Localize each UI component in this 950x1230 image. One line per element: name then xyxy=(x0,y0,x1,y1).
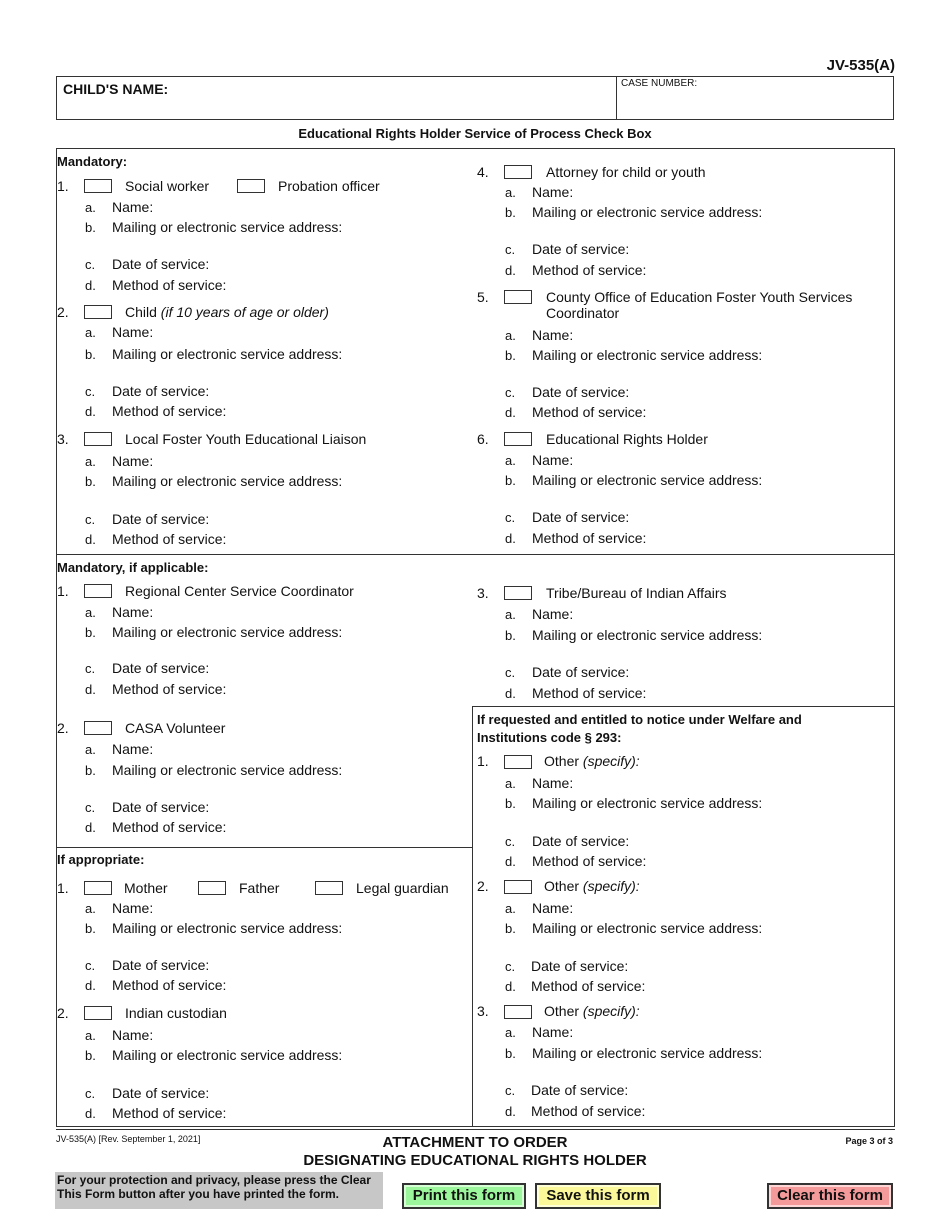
address-field[interactable]: Mailing or electronic service address: xyxy=(112,920,343,936)
entry-number: 3. xyxy=(57,431,69,447)
table-bottom-border xyxy=(56,1126,895,1127)
checkbox-father[interactable] xyxy=(198,881,226,895)
letter-c: c. xyxy=(505,665,516,680)
letter-a: a. xyxy=(85,454,96,469)
table-top-border xyxy=(56,148,895,149)
letter-c: c. xyxy=(85,257,96,272)
letter-b: b. xyxy=(85,220,96,235)
letter-a: a. xyxy=(505,453,516,468)
letter-a: a. xyxy=(85,325,96,340)
if-requested-heading-line2: Institutions code § 293: xyxy=(477,730,622,745)
letter-a: a. xyxy=(85,901,96,916)
name-field[interactable]: Name: xyxy=(532,327,574,343)
letter-c: c. xyxy=(505,834,516,849)
label-local-foster-youth-liaison: Local Foster Youth Educational Liaison xyxy=(125,431,367,447)
letter-c: c. xyxy=(85,384,96,399)
label-educational-rights-holder: Educational Rights Holder xyxy=(546,431,708,447)
date-field[interactable]: Date of service: xyxy=(532,384,630,400)
checkbox-other-2[interactable] xyxy=(504,880,532,894)
label-probation-officer: Probation officer xyxy=(278,178,380,194)
letter-b: b. xyxy=(505,796,516,811)
checkbox-regional-center[interactable] xyxy=(84,584,112,598)
letter-a: a. xyxy=(85,605,96,620)
entry-number: 4. xyxy=(477,164,489,180)
date-field[interactable]: Date of service: xyxy=(532,241,630,257)
section-heading-mandatory: Mandatory: xyxy=(57,154,128,169)
label-tribe: Tribe/Bureau of Indian Affairs xyxy=(546,585,727,601)
letter-b: b. xyxy=(85,1048,96,1063)
letter-c: c. xyxy=(505,385,516,400)
revision-label: JV-535(A) [Rev. September 1, 2021] xyxy=(56,1134,201,1144)
address-field[interactable]: Mailing or electronic service address: xyxy=(112,346,343,362)
method-field[interactable]: Method of service: xyxy=(532,530,647,546)
address-field[interactable]: Mailing or electronic service address: xyxy=(532,347,763,363)
checkbox-social-worker[interactable] xyxy=(84,179,112,193)
entry-number: 2. xyxy=(57,720,69,736)
date-field[interactable]: Date of service: xyxy=(112,1085,210,1101)
letter-d: d. xyxy=(85,682,96,697)
address-field[interactable]: Mailing or electronic service address: xyxy=(532,627,763,643)
form-id: JV-535(A) xyxy=(826,57,895,74)
letter-b: b. xyxy=(505,921,516,936)
entry-number: 2. xyxy=(57,304,69,320)
letter-d: d. xyxy=(505,854,516,869)
entry-number: 5. xyxy=(477,289,489,305)
method-field[interactable]: Method of service: xyxy=(531,1103,646,1119)
letter-d: d. xyxy=(85,532,96,547)
checkbox-child[interactable] xyxy=(84,305,112,319)
address-field[interactable]: Mailing or electronic service address: xyxy=(532,1045,763,1061)
letter-c: c. xyxy=(85,661,96,676)
checkbox-county-office-of-education[interactable] xyxy=(504,290,532,304)
letter-b: b. xyxy=(505,628,516,643)
label-child-text: Child xyxy=(125,304,157,320)
date-field[interactable]: Date of service: xyxy=(112,660,210,676)
childs-name-label: CHILD'S NAME: xyxy=(63,81,169,97)
address-field[interactable]: Mailing or electronic service address: xyxy=(112,219,343,235)
letter-d: d. xyxy=(85,404,96,419)
letter-c: c. xyxy=(85,958,96,973)
case-number-label: CASE NUMBER: xyxy=(621,78,698,89)
form-title: Educational Rights Holder Service of Process Check Box xyxy=(298,126,652,141)
name-field[interactable]: Name: xyxy=(532,184,574,200)
checkbox-other-3[interactable] xyxy=(504,1005,532,1019)
address-field[interactable]: Mailing or electronic service address: xyxy=(112,624,343,640)
entry-number: 3. xyxy=(477,1003,489,1019)
checkbox-tribe[interactable] xyxy=(504,586,532,600)
footer-rule xyxy=(56,1129,895,1130)
letter-c: c. xyxy=(85,512,96,527)
label-county-office-line1: County Office of Education Foster Youth Services xyxy=(546,289,853,305)
letter-d: d. xyxy=(505,686,516,701)
date-field[interactable]: Date of service: xyxy=(112,256,210,272)
checkbox-indian-custodian[interactable] xyxy=(84,1006,112,1020)
date-field[interactable]: Date of service: xyxy=(112,511,210,527)
entry-number: 1. xyxy=(477,753,489,769)
letter-a: a. xyxy=(505,607,516,622)
checkbox-mother[interactable] xyxy=(84,881,112,895)
privacy-notice-line1: For your protection and privacy, please press the Clear xyxy=(57,1173,371,1187)
name-field[interactable]: Name: xyxy=(532,1024,574,1040)
entry-number: 1. xyxy=(57,583,69,599)
method-field[interactable]: Method of service: xyxy=(112,531,227,547)
date-field[interactable]: Date of service: xyxy=(112,957,210,973)
label-father: Father xyxy=(239,880,280,896)
section-divider-right xyxy=(472,706,894,707)
label-other-1-note: (specify): xyxy=(582,753,640,769)
letter-a: a. xyxy=(505,185,516,200)
column-divider xyxy=(472,706,473,1126)
name-field[interactable]: Name: xyxy=(112,453,154,469)
address-field[interactable]: Mailing or electronic service address: xyxy=(532,795,763,811)
checkbox-educational-rights-holder[interactable] xyxy=(504,432,532,446)
method-field[interactable]: Method of service: xyxy=(532,685,647,701)
entry-number: 1. xyxy=(57,880,69,896)
checkbox-other-1[interactable] xyxy=(504,755,532,769)
checkbox-local-foster-youth-liaison[interactable] xyxy=(84,432,112,446)
footer-title-line1: ATTACHMENT TO ORDER xyxy=(382,1134,568,1151)
address-field[interactable]: Mailing or electronic service address: xyxy=(532,472,763,488)
letter-b: b. xyxy=(85,625,96,640)
letter-d: d. xyxy=(505,405,516,420)
label-county-office-line2: Coordinator xyxy=(546,305,620,321)
label-social-worker: Social worker xyxy=(125,178,210,194)
date-field[interactable]: Date of service: xyxy=(532,664,630,680)
section-heading-mandatory-if-applicable: Mandatory, if applicable: xyxy=(57,560,209,575)
label-other-2-note: (specify): xyxy=(582,878,640,894)
letter-d: d. xyxy=(505,531,516,546)
page-number: Page 3 of 3 xyxy=(845,1136,893,1146)
letter-c: c. xyxy=(85,1086,96,1101)
label-attorney: Attorney for child or youth xyxy=(546,164,706,180)
method-field[interactable]: Method of service: xyxy=(112,1105,227,1121)
footer-title-line2: DESIGNATING EDUCATIONAL RIGHTS HOLDER xyxy=(303,1152,647,1169)
letter-d: d. xyxy=(505,1104,516,1119)
letter-b: b. xyxy=(85,474,96,489)
entry-number: 3. xyxy=(477,585,489,601)
label-casa-volunteer: CASA Volunteer xyxy=(125,720,226,736)
section-heading-if-requested xyxy=(477,711,802,747)
table-right-border xyxy=(894,148,895,1126)
section-divider xyxy=(56,554,895,555)
letter-c: c. xyxy=(505,510,516,525)
letter-c: c. xyxy=(505,1083,516,1098)
address-field[interactable]: Mailing or electronic service address: xyxy=(112,473,343,489)
name-field[interactable]: Name: xyxy=(112,324,154,340)
name-field[interactable]: Name: xyxy=(112,741,154,757)
name-field[interactable]: Name: xyxy=(112,900,154,916)
letter-a: a. xyxy=(505,328,516,343)
letter-c: c. xyxy=(505,242,516,257)
letter-b: b. xyxy=(85,763,96,778)
letter-b: b. xyxy=(505,1046,516,1061)
label-other-1-text: Other xyxy=(544,753,580,769)
footer-title xyxy=(270,1134,680,1170)
label-other-2 xyxy=(544,878,640,894)
label-child xyxy=(125,304,329,320)
date-field[interactable]: Date of service: xyxy=(531,1082,629,1098)
date-field[interactable]: Date of service: xyxy=(112,799,210,815)
letter-a: a. xyxy=(505,901,516,916)
name-field[interactable]: Name: xyxy=(532,606,574,622)
name-field[interactable]: Name: xyxy=(532,452,574,468)
checkbox-casa-volunteer[interactable] xyxy=(84,721,112,735)
letter-b: b. xyxy=(505,348,516,363)
if-requested-heading-line1: If requested and entitled to notice under Welfare and xyxy=(477,712,802,727)
entry-number: 1. xyxy=(57,178,69,194)
name-field[interactable]: Name: xyxy=(532,775,574,791)
letter-d: d. xyxy=(505,979,516,994)
label-child-note: (if 10 years of age or older) xyxy=(160,304,329,320)
label-mother: Mother xyxy=(124,880,168,896)
table-left-border xyxy=(56,148,57,1126)
address-field[interactable]: Mailing or electronic service address: xyxy=(112,762,343,778)
case-number-field[interactable] xyxy=(616,77,895,119)
label-indian-custodian: Indian custodian xyxy=(125,1005,227,1021)
address-field[interactable]: Mailing or electronic service address: xyxy=(532,204,763,220)
address-field[interactable]: Mailing or electronic service address: xyxy=(112,1047,343,1063)
privacy-notice-line2: This Form button after you have printed the form. xyxy=(57,1187,340,1201)
address-field[interactable]: Mailing or electronic service address: xyxy=(532,920,763,936)
header-box xyxy=(56,76,894,120)
name-field[interactable]: Name: xyxy=(112,1027,154,1043)
name-field[interactable]: Name: xyxy=(532,900,574,916)
letter-d: d. xyxy=(85,820,96,835)
letter-b: b. xyxy=(85,921,96,936)
letter-b: b. xyxy=(505,473,516,488)
method-field[interactable]: Method of service: xyxy=(112,277,227,293)
method-field[interactable]: Method of service: xyxy=(112,977,227,993)
checkbox-attorney[interactable] xyxy=(504,165,532,179)
method-field[interactable]: Method of service: xyxy=(112,403,227,419)
name-field[interactable]: Name: xyxy=(112,604,154,620)
letter-a: a. xyxy=(85,200,96,215)
label-other-2-text: Other xyxy=(544,878,580,894)
letter-c: c. xyxy=(85,800,96,815)
section-heading-if-appropriate: If appropriate: xyxy=(57,852,145,867)
label-legal-guardian: Legal guardian xyxy=(356,880,449,896)
label-other-3-note: (specify): xyxy=(582,1003,640,1019)
letter-a: a. xyxy=(85,1028,96,1043)
label-other-3-text: Other xyxy=(544,1003,580,1019)
clear-button[interactable]: Clear this form xyxy=(767,1183,893,1209)
letter-a: a. xyxy=(505,776,516,791)
letter-d: d. xyxy=(85,978,96,993)
letter-b: b. xyxy=(85,347,96,362)
letter-a: a. xyxy=(505,1025,516,1040)
method-field[interactable]: Method of service: xyxy=(112,819,227,835)
checkbox-probation-officer[interactable] xyxy=(237,179,265,193)
date-field[interactable]: Date of service: xyxy=(531,958,629,974)
print-button[interactable]: Print this form xyxy=(402,1183,526,1209)
method-field[interactable]: Method of service: xyxy=(532,853,647,869)
label-other-1 xyxy=(544,753,640,769)
label-other-3 xyxy=(544,1003,640,1019)
entry-number: 6. xyxy=(477,431,489,447)
entry-number: 2. xyxy=(477,878,489,894)
date-field[interactable]: Date of service: xyxy=(532,833,630,849)
method-field[interactable]: Method of service: xyxy=(532,404,647,420)
method-field[interactable]: Method of service: xyxy=(112,681,227,697)
letter-c: c. xyxy=(505,959,516,974)
letter-b: b. xyxy=(505,205,516,220)
letter-d: d. xyxy=(505,263,516,278)
letter-a: a. xyxy=(85,742,96,757)
method-field[interactable]: Method of service: xyxy=(531,978,646,994)
save-button[interactable]: Save this form xyxy=(535,1183,661,1209)
letter-d: d. xyxy=(85,1106,96,1121)
label-regional-center: Regional Center Service Coordinator xyxy=(125,583,354,599)
method-field[interactable]: Method of service: xyxy=(532,262,647,278)
entry-number: 2. xyxy=(57,1005,69,1021)
checkbox-legal-guardian[interactable] xyxy=(315,881,343,895)
name-field[interactable]: Name: xyxy=(112,199,154,215)
section-divider-left xyxy=(56,847,472,848)
date-field[interactable]: Date of service: xyxy=(112,383,210,399)
date-field[interactable]: Date of service: xyxy=(532,509,630,525)
privacy-notice xyxy=(55,1172,383,1209)
letter-d: d. xyxy=(85,278,96,293)
